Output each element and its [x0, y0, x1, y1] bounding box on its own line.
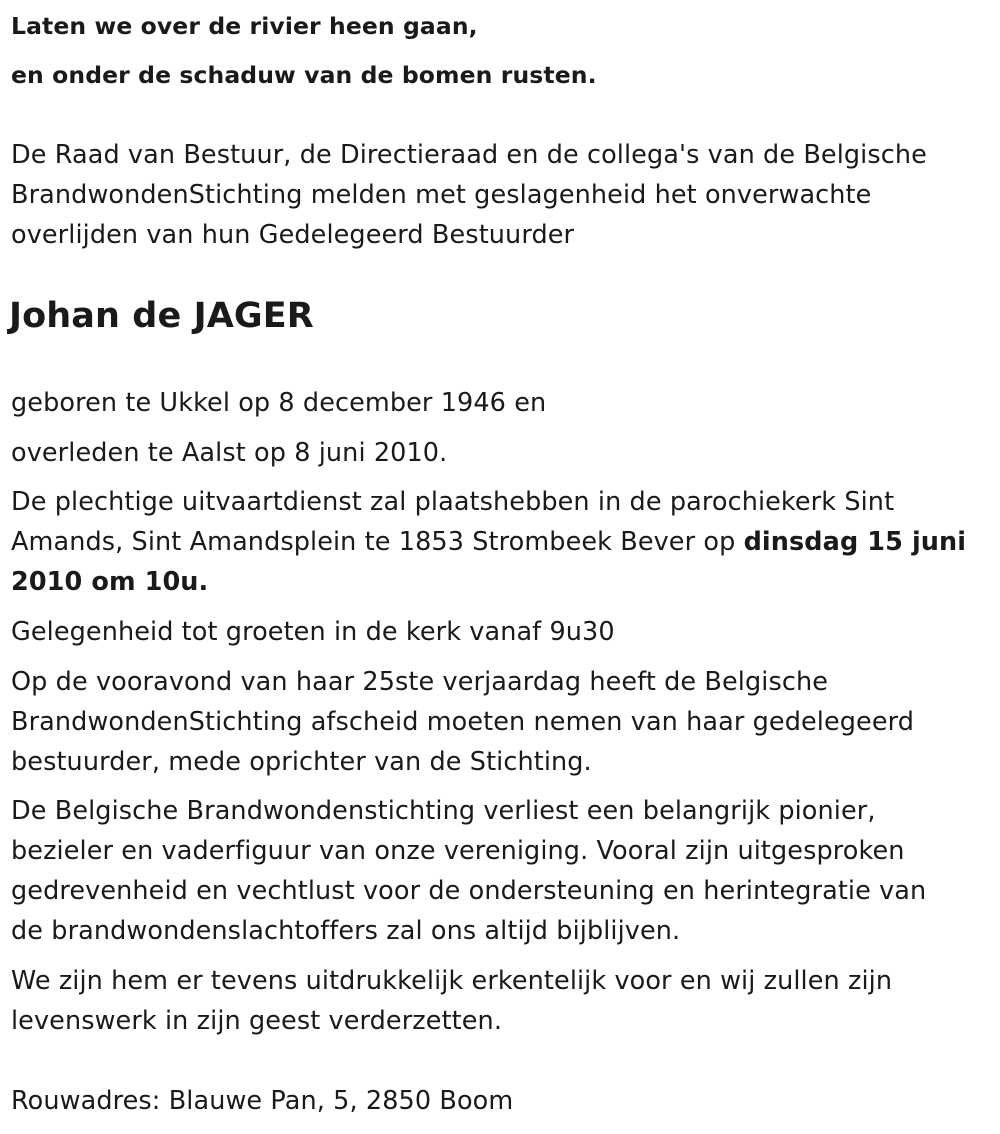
- greeting-line: Gelegenheid tot groeten in de kerk vanaf 9u30: [11, 617, 615, 647]
- death-line: overleden te Aalst op 8 juni 2010.: [11, 438, 448, 468]
- tribute-paragraph: [11, 791, 986, 951]
- funeral-line: [11, 522, 986, 562]
- tribute-line: bezieler en vaderfiguur van onze vereniging. Vooral zijn uitgesproken: [11, 836, 905, 866]
- anniversary-line: Op de vooravond van haar 25ste verjaardag heeft de Belgische: [11, 667, 828, 697]
- tribute-line: de brandwondenslachtoffers zal ons altijd bijblijven.: [11, 916, 681, 946]
- funeral-paragraph: [11, 482, 986, 602]
- announcement-line: De Raad van Bestuur, de Directieraad en de collega's van de Belgische: [11, 140, 927, 170]
- deceased-name: Johan de JAGER: [9, 296, 314, 336]
- mourning-address: Rouwadres: Blauwe Pan, 5, 2850 Boom: [11, 1086, 514, 1116]
- anniversary-line: bestuurder, mede oprichter van de Stichting.: [11, 747, 592, 777]
- gratitude-line: We zijn hem er tevens uitdrukkelijk erkentelijk voor en wij zullen zijn: [11, 966, 893, 996]
- gratitude-line: levenswerk in zijn geest verderzetten.: [11, 1006, 503, 1036]
- funeral-time: 2010 om 10u.: [11, 567, 209, 597]
- tribute-line: gedrevenheid en vechtlust voor de ondersteuning en herintegratie van: [11, 876, 927, 906]
- tribute-line: De Belgische Brandwondenstichting verliest een belangrijk pionier,: [11, 796, 876, 826]
- funeral-date: dinsdag 15 juni: [743, 527, 967, 557]
- quote-line-2: en onder de schaduw van de bomen rusten.: [11, 61, 597, 89]
- announcement-paragraph: [11, 135, 986, 255]
- anniversary-line: BrandwondenStichting afscheid moeten nemen van haar gedelegeerd: [11, 707, 915, 737]
- funeral-location: Amands, Sint Amandsplein te 1853 Strombeek Bever op: [11, 527, 744, 557]
- birth-line: geboren te Ukkel op 8 december 1946 en: [11, 388, 547, 418]
- announcement-line: BrandwondenStichting melden met geslagenheid het onverwachte: [11, 180, 872, 210]
- announcement-line: overlijden van hun Gedelegeerd Bestuurder: [11, 220, 575, 250]
- gratitude-paragraph: [11, 961, 986, 1041]
- anniversary-paragraph: [11, 662, 986, 782]
- quote-line-1: Laten we over de rivier heen gaan,: [11, 12, 478, 40]
- funeral-line: De plechtige uitvaartdienst zal plaatshebben in de parochiekerk Sint: [11, 487, 895, 517]
